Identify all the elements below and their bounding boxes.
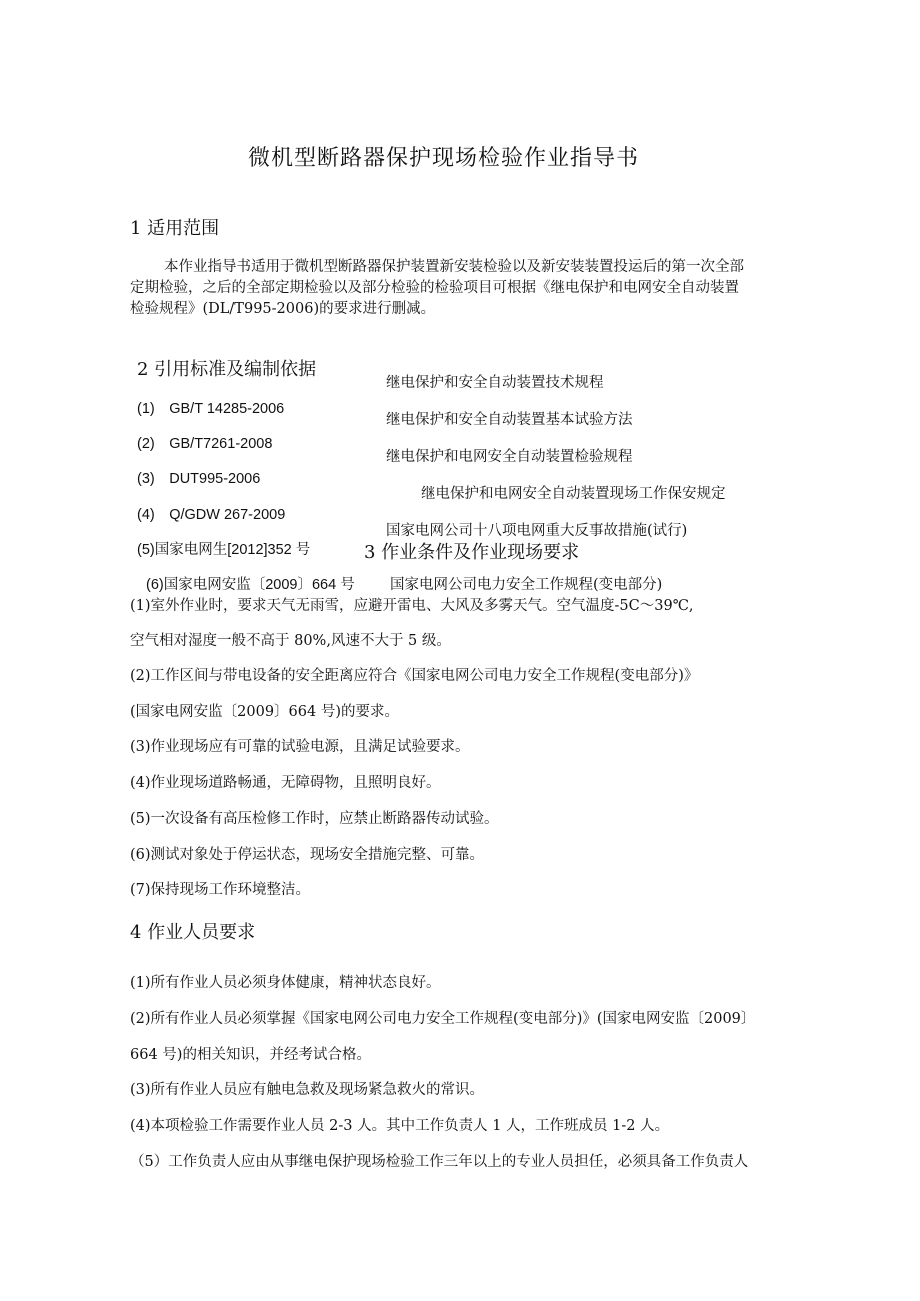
section-1-para-line: 本作业指导书适用于微机型断路器保护装置新安装检验以及新安装装置投运后的第一次全部 [164,259,744,275]
reference-name: 继电保护和安全自动装置技术规程 [386,375,604,391]
section-4-line: (2)所有作业人员必须掌握《国家电网公司电力安全工作规程(变电部分)》(国家电网安监〔2009〕 [130,1011,756,1027]
section-1-para-line: 检验规程》(DL/T995-2006)的要求进行删减。 [130,301,436,317]
reference-name: 国家电网公司十八项电网重大反事故措施(试行) [386,523,688,539]
reference-code: (2) GB/T7261-2008 [137,436,273,452]
section-1-heading: 1 适用范围 [130,218,220,239]
section-3-line: (2)工作区间与带电设备的安全距离应符合《国家电网公司电力安全工作规程(变电部分)》 [130,668,699,684]
section-1-para-line: 定期检验，之后的全部定期检验以及部分检验的检验项目可根据《继电保护和电网安全自动装置 [130,280,739,296]
section-3-line: (4)作业现场道路畅通，无障碍物，且照明良好。 [130,775,441,791]
reference-name: 继电保护和电网安全自动装置现场工作保安规定 [421,486,726,502]
section-3-line: (7)保持现场工作环境整洁。 [130,882,311,898]
section-4-line: (1)所有作业人员必须身体健康，精神状态良好。 [130,975,441,991]
reference-code: (5)国家电网生[2012]352 号 [137,542,311,558]
reference-code: (1) GB/T 14285-2006 [137,401,285,417]
section-2-heading: 2 引用标准及编制依据 [137,359,317,380]
reference-code: (3) DUT995-2006 [137,471,261,487]
reference-code: (6)国家电网安监〔2009〕664 号 [146,577,355,593]
section-4-line: 664 号)的相关知识，并经考试合格。 [130,1047,371,1063]
section-3-heading: 3 作业条件及作业现场要求 [364,542,580,563]
section-3-line: (6)测试对象处于停运状态，现场安全措施完整、可靠。 [130,847,485,863]
section-3-line: 空气相对湿度一般不高于 80%,风速不大于 5 级。 [130,633,451,649]
section-3-line: (5)一次设备有高压检修工作时，应禁止断路器传动试验。 [130,811,499,827]
section-3-line: (国家电网安监〔2009〕664 号)的要求。 [130,704,399,720]
reference-name: 国家电网公司电力安全工作规程(变电部分) [390,577,663,593]
reference-code: (4) Q/GDW 267-2009 [137,507,286,523]
document-title: 微机型断路器保护现场检验作业指导书 [248,146,640,171]
reference-name: 继电保护和安全自动装置基本试验方法 [386,412,633,428]
reference-name: 继电保护和电网安全自动装置检验规程 [386,449,633,465]
section-3-line: (3)作业现场应有可靠的试验电源，且满足试验要求。 [130,739,470,755]
section-4-heading: 4 作业人员要求 [130,922,256,943]
section-4-line: (4)本项检验工作需要作业人员 2-3 人。其中工作负责人 1 人，工作班成员 1-2 人。 [130,1118,670,1134]
section-4-line: (3)所有作业人员应有触电急救及现场紧急救火的常识。 [130,1082,485,1098]
section-3-line: (1)室外作业时，要求天气无雨雪，应避开雷电、大风及多雾天气。空气温度-5C～39℃, [130,598,694,614]
section-4-line: （5）工作负责人应由从事继电保护现场检验工作三年以上的专业人员担任，必须具备工作负责人 [130,1154,749,1170]
